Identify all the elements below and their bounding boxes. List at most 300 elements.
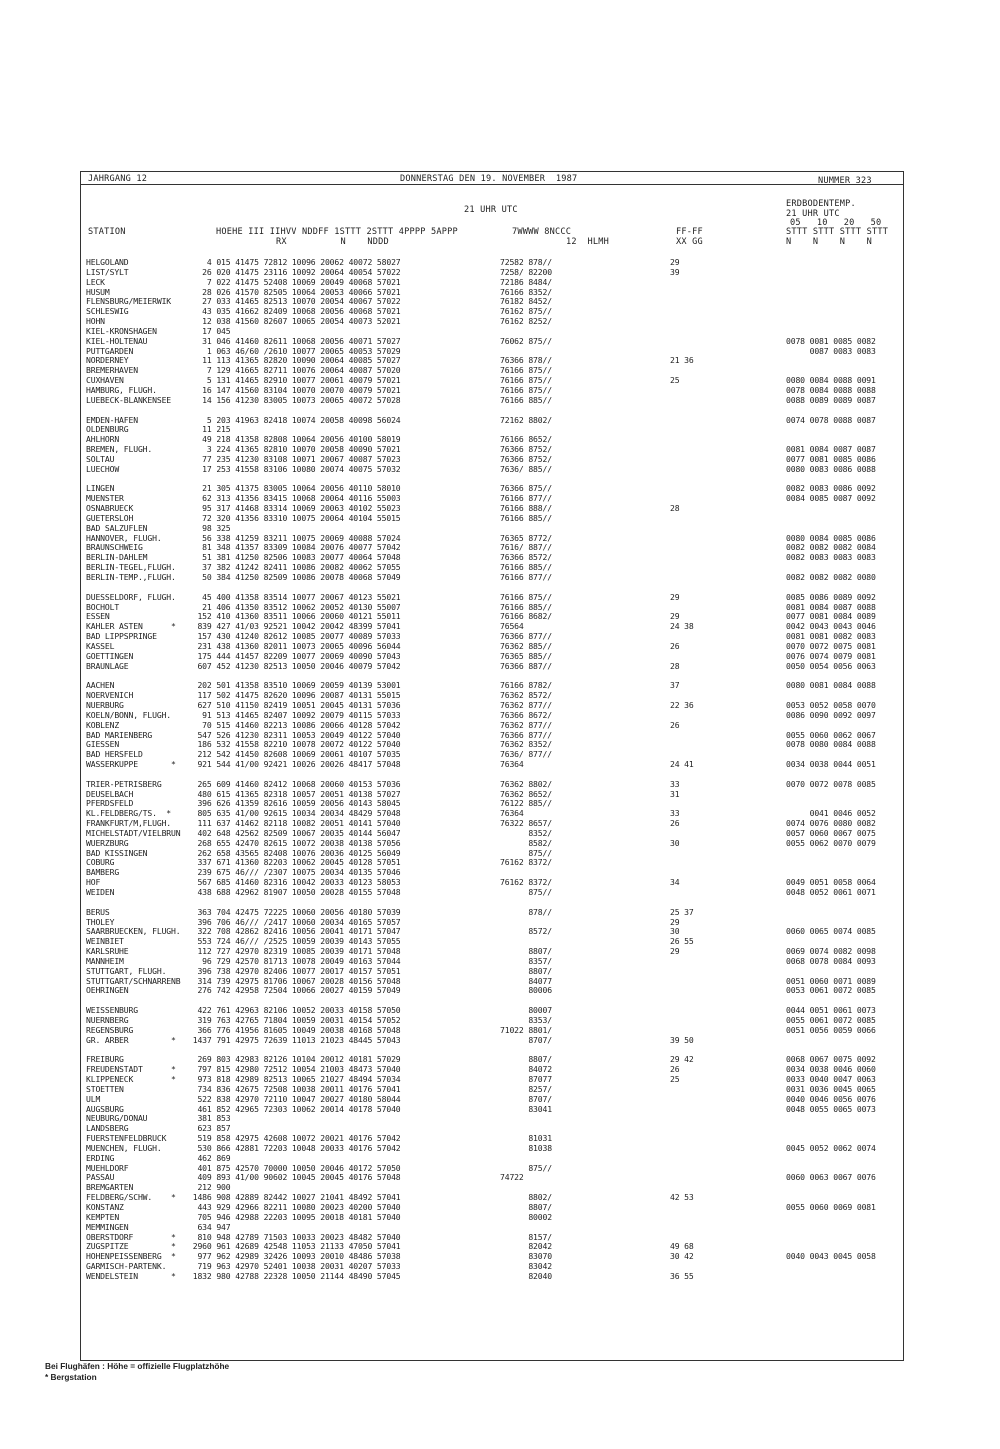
observation-values: 17 045 xyxy=(188,325,231,336)
weather-code: 81038 xyxy=(500,1142,552,1153)
weather-code: 8807/ xyxy=(500,1054,552,1065)
soil-temperatures xyxy=(786,1272,876,1282)
station-name: NOERVENICH xyxy=(86,690,134,701)
weather-code: 76366 8672/ xyxy=(500,709,552,720)
observation-values: 72 320 41356 83310 10075 20064 40104 55015 xyxy=(188,512,401,523)
observation-values: 27 033 41465 82513 10070 20054 40067 57022 xyxy=(188,296,401,307)
weather-code: 875// xyxy=(500,887,552,897)
weather-code: 76166 877// xyxy=(500,572,552,582)
station-name: GOETTINGEN xyxy=(86,650,134,661)
wind-gust xyxy=(670,553,694,563)
observation-values: 95 317 41468 83314 10069 20063 40102 55023 xyxy=(188,503,401,514)
station-name: TRIER-PETRISBERG xyxy=(86,778,162,789)
station-name: KIEL-HOLTENAU xyxy=(86,335,148,346)
observation-values: 5 131 41465 82910 10077 20061 40079 57021 xyxy=(188,375,401,386)
data-header: HOEHE III IIHVV NDDFF 1STTT 2STTT 4PPPP 5APPP xyxy=(216,227,458,237)
weather-code: 8352/ xyxy=(500,827,552,838)
station-name: GUETERSLOH xyxy=(86,512,134,523)
station-name: WUERZBURG xyxy=(86,837,129,848)
weather-code: 875// xyxy=(500,847,552,858)
wind-gust xyxy=(670,386,694,396)
observation-values: 45 400 41358 83514 10077 20067 40123 55021 xyxy=(188,591,401,602)
wind-gust: 26 xyxy=(670,818,680,829)
soil-temperatures: 0068 0078 0084 0093 xyxy=(786,955,876,966)
soil-temperatures xyxy=(786,288,876,298)
soil-temperatures: 0034 0038 0046 0060 xyxy=(786,1064,876,1075)
station-name: BOCHOLT xyxy=(86,601,120,612)
weather-code: 8572/ xyxy=(500,926,552,937)
station-name: THOLEY xyxy=(86,916,115,927)
weather-code: 76366 887// xyxy=(500,660,552,671)
station-name: ULM xyxy=(86,1093,101,1104)
wind-gust xyxy=(670,1173,694,1183)
soil-depths: 05 10 20 50 xyxy=(790,218,882,228)
weather-code: 875// xyxy=(500,1162,552,1173)
observation-values: 443 929 42966 82211 10080 20023 40200 57040 xyxy=(188,1202,401,1212)
footnote-mountain: * Bergstation xyxy=(45,1372,97,1382)
soil-temperatures xyxy=(786,849,876,859)
wind-gust xyxy=(670,849,694,859)
observation-values: 49 218 41358 82808 10064 20056 40100 58019 xyxy=(188,434,401,445)
observation-values: 112 727 42970 82319 10085 20039 40171 57048 xyxy=(188,946,401,957)
station-name: BAMBERG xyxy=(86,867,120,878)
wind-subheader: XX GG xyxy=(676,237,703,247)
weather-code: 7258/ 82200 xyxy=(500,266,552,277)
wind-gust xyxy=(670,1203,694,1213)
soil-temperatures: 0076 0074 0079 0081 xyxy=(786,650,876,661)
observation-values: 12 038 41560 82607 10065 20054 40073 52021 xyxy=(188,316,401,327)
station-name: KARLSRUHE xyxy=(86,946,129,957)
wind-gust: 25 37 xyxy=(670,906,694,917)
station-name: FREUDENSTADT * xyxy=(86,1064,176,1075)
wind-gust xyxy=(670,1016,694,1026)
wind-gust: 29 xyxy=(670,946,680,957)
weather-code: 72162 8802/ xyxy=(500,414,552,425)
weather-code: 8807/ xyxy=(500,1202,552,1212)
observation-values: 1 063 46/60 /2610 10077 20065 40053 57029 xyxy=(188,345,401,356)
station-name: GARMISCH-PARTENK. xyxy=(86,1261,167,1272)
observation-values: 77 235 41230 83108 10071 20067 40087 57023 xyxy=(188,453,401,464)
report-date: DONNERSTAG DEN 19. NOVEMBER 1987 xyxy=(400,174,578,184)
station-name: OSNABRUECK xyxy=(86,503,134,514)
wind-gust: 26 xyxy=(670,719,680,730)
soil-temperatures: 0050 0054 0056 0063 xyxy=(786,660,876,671)
station-name: LANDSBERG xyxy=(86,1123,129,1134)
station-name: LUEBECK-BLANKENSEE xyxy=(86,394,172,405)
station-name: KOBLENZ xyxy=(86,719,120,730)
weather-code: 76362 877// xyxy=(500,719,552,730)
weather-code: 76162 875// xyxy=(500,306,552,317)
wind-gust: 26 55 xyxy=(670,936,694,947)
code-header: 7WWWW 8NCCC xyxy=(512,227,572,237)
soil-temperatures xyxy=(786,317,876,327)
soil-temperatures: 0042 0043 0043 0046 xyxy=(786,621,876,632)
weather-code-column xyxy=(500,258,552,1282)
wind-gust: 29 42 xyxy=(670,1054,694,1065)
soil-temperatures xyxy=(786,1154,876,1164)
wind-gust: 21 36 xyxy=(670,355,694,366)
station-name: BRAUNSCHWEIG xyxy=(86,542,143,553)
station-name: MUENSTER xyxy=(86,493,124,504)
weather-code: 76166 885// xyxy=(500,394,552,405)
station-name: DUESSELDORF, FLUGH. xyxy=(86,591,176,602)
soil-temperatures xyxy=(786,268,876,278)
weather-code: 8707/ xyxy=(500,1093,552,1104)
weather-code: 76366 875// xyxy=(500,483,552,494)
station-name: DEUSELBACH xyxy=(86,788,134,799)
weather-code: 74722 xyxy=(500,1172,524,1183)
soil-temperatures: 0051 0056 0059 0066 xyxy=(786,1024,876,1035)
soil-temperatures: 0074 0076 0080 0082 xyxy=(786,818,876,829)
observation-values: 276 742 42958 72504 10066 20027 40159 57049 xyxy=(188,985,401,996)
observation-values: 117 502 41475 82620 10096 20087 40131 55015 xyxy=(188,690,401,701)
weather-code: 76366 877// xyxy=(500,729,552,740)
observation-values: 269 803 42983 82126 10104 20012 40181 57029 xyxy=(188,1054,401,1065)
observation-values: 319 763 42765 71804 10059 20031 40154 57052 xyxy=(188,1014,401,1025)
soil-temperatures: 0055 0062 0070 0079 xyxy=(786,837,876,848)
soil-temperatures xyxy=(786,514,876,524)
weather-code: 87077 xyxy=(500,1074,552,1085)
soil-temperatures: 0080 0083 0086 0088 xyxy=(786,463,876,474)
observation-values: 627 510 41150 82419 10051 20045 40131 57036 xyxy=(188,699,401,710)
soil-temperatures xyxy=(786,908,876,918)
station-name: PFERDSFELD xyxy=(86,798,134,809)
soil-temperatures: 0077 0081 0085 0086 xyxy=(786,453,876,464)
weather-code: 8807/ xyxy=(500,965,552,976)
wind-gust: 29 xyxy=(670,257,680,267)
wind-gust xyxy=(670,1124,694,1134)
station-name: AUGSBURG xyxy=(86,1103,124,1114)
soil-header: STTT STTT STTT STTT xyxy=(786,227,889,237)
weather-code: 83042 xyxy=(500,1261,552,1272)
observation-values: 186 532 41558 82210 10078 20072 40122 57040 xyxy=(188,739,401,750)
observation-values: 462 869 xyxy=(188,1152,231,1163)
weather-code: 76062 875// xyxy=(500,335,552,346)
observation-values: 11 215 xyxy=(188,424,231,435)
group-gap xyxy=(670,475,694,485)
station-name: HUSUM xyxy=(86,286,110,297)
weather-code: 76322 8657/ xyxy=(500,818,552,829)
soil-temperatures: 0070 0072 0075 0081 xyxy=(786,640,876,651)
wind-gust xyxy=(670,396,694,406)
observation-values: 396 706 46/// /2417 10060 20034 40165 57057 xyxy=(188,916,401,927)
wind-gust xyxy=(670,1144,694,1154)
soil-temperatures: 0049 0051 0058 0064 xyxy=(786,877,876,888)
observation-values: 152 410 41360 83511 10066 20060 40121 55011 xyxy=(188,611,401,622)
observation-values: 634 947 xyxy=(188,1221,231,1232)
station-name: NUERBURG xyxy=(86,699,124,710)
weather-code: 76182 8452/ xyxy=(500,296,552,307)
wind-gust xyxy=(670,465,694,475)
station-name: ZUGSPITZE * xyxy=(86,1241,176,1252)
weather-code: 76166 885// xyxy=(500,562,552,573)
weather-code: 76166 888// xyxy=(500,503,552,514)
observation-values: 212 900 xyxy=(188,1182,231,1193)
wind-gust xyxy=(670,957,694,967)
weather-code: 76166 875// xyxy=(500,591,552,602)
soil-temperatures xyxy=(786,1233,876,1243)
wind-gust xyxy=(670,977,694,987)
observation-values: 21 305 41375 83005 10064 20056 40110 58010 xyxy=(188,483,401,494)
station-name: LINGEN xyxy=(86,483,115,494)
station-column xyxy=(86,258,180,1282)
observation-values: 366 776 41956 81605 10049 20038 40168 57048 xyxy=(188,1024,401,1035)
soil-temperatures: 0080 0084 0085 0086 xyxy=(786,532,876,543)
wind-gust xyxy=(670,731,694,741)
station-name: BAD HERSFELD xyxy=(86,749,143,760)
wind-gust xyxy=(670,1154,694,1164)
observation-values: 11 113 41365 82820 10090 20064 40085 57027 xyxy=(188,355,401,366)
weather-code: 76162 8372/ xyxy=(500,877,552,888)
weather-code: 76166 885// xyxy=(500,601,552,612)
observation-values: 26 020 41475 23116 10092 20064 40054 57022 xyxy=(188,266,401,277)
soil-temperatures xyxy=(786,307,876,317)
observation-values: 157 430 41240 82612 10085 20077 40089 57033 xyxy=(188,631,401,642)
station-name: FELDBERG/SCHW. * xyxy=(86,1192,176,1203)
weather-code: 83070 xyxy=(500,1251,552,1262)
observation-values: 21 406 41350 83512 10062 20052 40130 55007 xyxy=(188,601,401,612)
wind-gust xyxy=(670,337,694,347)
soil-temperatures xyxy=(786,258,876,268)
wind-gust: 30 xyxy=(670,926,680,937)
soil-temperatures: 0060 0065 0074 0085 xyxy=(786,926,876,937)
wind-header: FF-FF xyxy=(676,227,703,237)
observation-values: 567 685 41460 82316 10042 20033 40123 58053 xyxy=(188,877,401,888)
weather-code: 82040 xyxy=(500,1270,552,1281)
wind-gust: 30 42 xyxy=(670,1251,694,1262)
observation-values: 797 815 42980 72512 10054 21003 48473 57040 xyxy=(188,1064,401,1075)
station-name: REGENSBURG xyxy=(86,1024,134,1035)
observation-values: 51 381 41250 82506 10083 20077 40064 57048 xyxy=(188,552,401,563)
observation-values: 921 544 41/00 92421 10026 20026 48417 57048 xyxy=(188,759,401,770)
weather-code: 8807/ xyxy=(500,946,552,957)
soil-temperatures: 0081 0084 0087 0087 xyxy=(786,444,876,455)
soil-temperatures: 0078 0084 0088 0088 xyxy=(786,384,876,395)
weather-code: 76366 8572/ xyxy=(500,552,552,563)
station-name: BERLIN-TEMP.,FLUGH. xyxy=(86,572,176,582)
station-name: HELGOLAND xyxy=(86,257,129,267)
station-name: EMDEN-HAFEN xyxy=(86,414,138,425)
wind-gust xyxy=(670,534,694,544)
station-name: AACHEN xyxy=(86,680,115,691)
station-name: NUERNBERG xyxy=(86,1014,129,1025)
station-name: BAD MARIENBERG xyxy=(86,729,153,740)
station-name: KONSTANZ xyxy=(86,1202,124,1212)
weather-code: 76362 8802/ xyxy=(500,778,552,789)
wind-gust: 26 xyxy=(670,640,680,651)
wind-gust: 25 xyxy=(670,375,680,386)
station-name: HANNOVER, FLUGH. xyxy=(86,532,162,543)
soil-temperatures: 0048 0055 0065 0073 xyxy=(786,1103,876,1114)
station-name: KL.FELDBERG/TS. * xyxy=(86,808,172,819)
station-name: COBURG xyxy=(86,857,115,868)
wind-gust xyxy=(670,278,694,288)
weather-code: 7616/ 887// xyxy=(500,542,552,553)
soil-temp-title: ERDBODENTEMP. xyxy=(786,199,856,209)
wind-gust: 42 53 xyxy=(670,1192,694,1203)
observation-values: 522 838 42970 72110 10047 20027 40180 58044 xyxy=(188,1093,401,1104)
wind-gust: 28 xyxy=(670,660,680,671)
soil-temperatures: 0080 0081 0084 0088 xyxy=(786,680,876,691)
station-name: MEMMINGEN xyxy=(86,1221,129,1232)
observation-values: 839 427 41/03 92521 10042 20042 48399 57041 xyxy=(188,621,401,632)
weather-code: 80006 xyxy=(500,985,552,996)
weather-code: 76362 8652/ xyxy=(500,788,552,799)
wind-gust xyxy=(670,1213,694,1223)
wind-gust xyxy=(670,1105,694,1115)
soil-temperatures: 0078 0081 0085 0082 xyxy=(786,335,876,346)
wind-gust: 26 xyxy=(670,1064,680,1075)
station-name: NORDERNEY xyxy=(86,355,129,366)
station-name: WEISSENBURG xyxy=(86,1005,138,1016)
weather-code: 8802/ xyxy=(500,1192,552,1203)
weather-code: 76166 885// xyxy=(500,512,552,523)
weather-code: 76166 8782/ xyxy=(500,680,552,691)
wind-gust: 24 41 xyxy=(670,759,694,770)
observation-values: 62 313 41356 83415 10068 20064 40116 55003 xyxy=(188,493,401,504)
weather-code: 83041 xyxy=(500,1103,552,1114)
wind-gust xyxy=(670,1114,694,1124)
observation-values: 705 946 42988 22203 10095 20018 40181 57040 xyxy=(188,1211,401,1222)
observation-values: 5 203 41963 82418 10074 20058 40098 56024 xyxy=(188,414,401,425)
wind-gust xyxy=(670,986,694,996)
station-name: FUERSTENFELDBRUCK xyxy=(86,1133,167,1144)
station-name: WEINBIET xyxy=(86,936,124,947)
observation-values: 56 338 41259 83211 10075 20069 40088 57024 xyxy=(188,532,401,543)
wind-gust: 30 xyxy=(670,837,680,848)
station-name: FREIBURG xyxy=(86,1054,124,1065)
observation-values: 239 675 46/// /2307 10075 20034 40135 57046 xyxy=(188,867,401,878)
wind-gust xyxy=(670,967,694,977)
soil-temperatures: 0031 0036 0045 0065 xyxy=(786,1083,876,1094)
observation-values: 719 963 42970 52401 10038 20031 40207 57033 xyxy=(188,1261,401,1272)
observation-values: 262 658 43565 82408 10076 20036 40125 56049 xyxy=(188,847,401,858)
wind-gust xyxy=(670,740,694,750)
group-gap xyxy=(670,996,694,1006)
soil-temperatures: 0053 0061 0072 0085 xyxy=(786,985,876,996)
station-name: MUENCHEN, FLUGH. xyxy=(86,1142,162,1153)
wind-gust xyxy=(670,1085,694,1095)
weather-code: 878// xyxy=(500,906,552,917)
station-name: HOHENPEISSENBERG * xyxy=(86,1251,176,1262)
weather-code: 71022 8801/ xyxy=(500,1024,552,1035)
soil-temperatures: 0055 0060 0069 0081 xyxy=(786,1202,876,1212)
wind-gust: 37 xyxy=(670,680,680,691)
station-name: PUTTGARDEN xyxy=(86,345,134,356)
observation-values: 268 655 42470 82615 10072 20038 40138 57056 xyxy=(188,837,401,848)
weather-code: 7636/ 877// xyxy=(500,749,552,760)
station-name: MICHELSTADT/VIELBRUN xyxy=(86,827,181,838)
weather-code: 8582/ xyxy=(500,837,552,848)
station-name: HOHN xyxy=(86,316,105,327)
wind-gust xyxy=(670,455,694,465)
weather-code: 76366 8752/ xyxy=(500,444,552,455)
observation-values: 977 962 42989 32426 10093 20010 48486 57038 xyxy=(188,1251,401,1262)
wind-gust xyxy=(670,484,694,494)
station-name: LECK xyxy=(86,276,105,287)
weather-code: 7636/ 885// xyxy=(500,463,552,474)
weather-code: 81031 xyxy=(500,1133,552,1144)
station-name: MANNHEIM xyxy=(86,955,124,966)
weather-code: 8257/ xyxy=(500,1083,552,1094)
observation-values: 337 671 41360 82203 10062 20045 40128 57051 xyxy=(188,857,401,868)
weather-code: 76365 885// xyxy=(500,650,552,661)
wind-gust xyxy=(670,543,694,553)
observation-values: 70 515 41460 82213 10086 20066 40128 57042 xyxy=(188,719,401,730)
weather-code: 76162 8252/ xyxy=(500,316,552,327)
observation-values: 322 708 42862 82416 10056 20041 40171 57047 xyxy=(188,926,401,937)
soil-temperatures xyxy=(786,1114,876,1124)
weather-code: 72582 878// xyxy=(500,257,552,267)
station-name: KEMPTEN xyxy=(86,1211,120,1222)
soil-temperatures: 0084 0085 0087 0092 xyxy=(786,493,876,504)
soil-temperatures xyxy=(786,356,876,366)
station-header: STATION xyxy=(88,227,126,237)
soil-temperatures xyxy=(786,425,876,435)
weather-code: 76166 875// xyxy=(500,375,552,386)
observation-values: 4 015 41475 72812 10096 20062 40072 58027 xyxy=(188,257,401,267)
observation-values: 111 637 41462 82118 10082 20051 40141 57040 xyxy=(188,818,401,829)
wind-gust xyxy=(670,524,694,534)
soil-temp-time: 21 UHR UTC xyxy=(786,209,840,219)
soil-temperatures: 0081 0084 0087 0088 xyxy=(786,601,876,612)
wind-gust xyxy=(670,514,694,524)
observation-values: 734 836 42675 72508 10038 20011 40176 57041 xyxy=(188,1083,401,1094)
observation-values: 37 382 41242 82411 10086 20082 40062 57055 xyxy=(188,562,401,573)
observation-values: 7 129 41665 82711 10076 20064 40087 57020 xyxy=(188,365,401,376)
observation-values: 7 022 41475 52408 10069 20049 40068 57021 xyxy=(188,276,401,287)
station-name: OEHRINGEN xyxy=(86,985,129,996)
station-name: OBERSTDORF * xyxy=(86,1231,176,1242)
station-name: ESSEN xyxy=(86,611,110,622)
observation-values: 43 035 41662 82409 10068 20056 40068 57021 xyxy=(188,306,401,317)
soil-temperatures: 0040 0046 0056 0076 xyxy=(786,1093,876,1104)
soil-temperatures: 0069 0074 0082 0098 xyxy=(786,946,876,957)
wind-gust: 36 55 xyxy=(670,1270,694,1281)
observation-values: 461 852 42965 72303 10062 20014 40178 57040 xyxy=(188,1103,401,1114)
station-name: BERLIN-TEGEL,FLUGH. xyxy=(86,562,176,573)
station-name: KIEL-KRONSHAGEN xyxy=(86,325,157,336)
observation-values: 396 626 41359 82616 10059 20056 40143 58045 xyxy=(188,798,401,809)
station-name: BAD SALZUFLEN xyxy=(86,522,148,533)
station-name: SCHLESWIG xyxy=(86,306,129,317)
observation-values: 202 501 41358 83510 10069 20059 40139 53001 xyxy=(188,680,401,691)
soil-temperatures: 0086 0090 0092 0097 xyxy=(786,709,876,720)
observation-values: 31 046 41460 82611 10068 20056 40071 57027 xyxy=(188,335,401,346)
observation-values: 519 858 42975 42608 10072 20021 40176 57042 xyxy=(188,1133,401,1144)
wind-gust xyxy=(670,297,694,307)
observation-column xyxy=(188,258,401,1282)
soil-temperatures xyxy=(786,1223,876,1233)
wind-gust: 28 xyxy=(670,503,680,514)
station-name: WENDELSTEIN * xyxy=(86,1270,176,1281)
station-name: MUEHLDORF xyxy=(86,1162,129,1173)
observation-values: 91 513 41465 82407 10092 20079 40115 57033 xyxy=(188,709,401,720)
wind-gust: 29 xyxy=(670,591,680,602)
observation-values: 17 253 41558 83106 10080 20074 40075 57032 xyxy=(188,463,401,474)
observation-values: 547 526 41230 82311 10053 20049 40122 57040 xyxy=(188,729,401,740)
station-name: FRANKFURT/M,FLUGH. xyxy=(86,818,172,829)
soil-temperatures: 0087 0083 0083 xyxy=(786,345,876,356)
station-name: PASSAU xyxy=(86,1172,115,1183)
code-subheader: 12 HLMH xyxy=(566,237,609,247)
station-name: BERUS xyxy=(86,906,110,917)
station-name: KAHLER ASTEN * xyxy=(86,621,176,632)
observation-values: 553 724 46/// /2525 10059 20039 40143 57055 xyxy=(188,936,401,947)
weather-code: 8353/ xyxy=(500,1014,552,1025)
observation-values: 1832 980 42788 22328 10050 21144 48490 57045 xyxy=(188,1270,401,1281)
station-name: KOELN/BONN, FLUGH. xyxy=(86,709,172,720)
